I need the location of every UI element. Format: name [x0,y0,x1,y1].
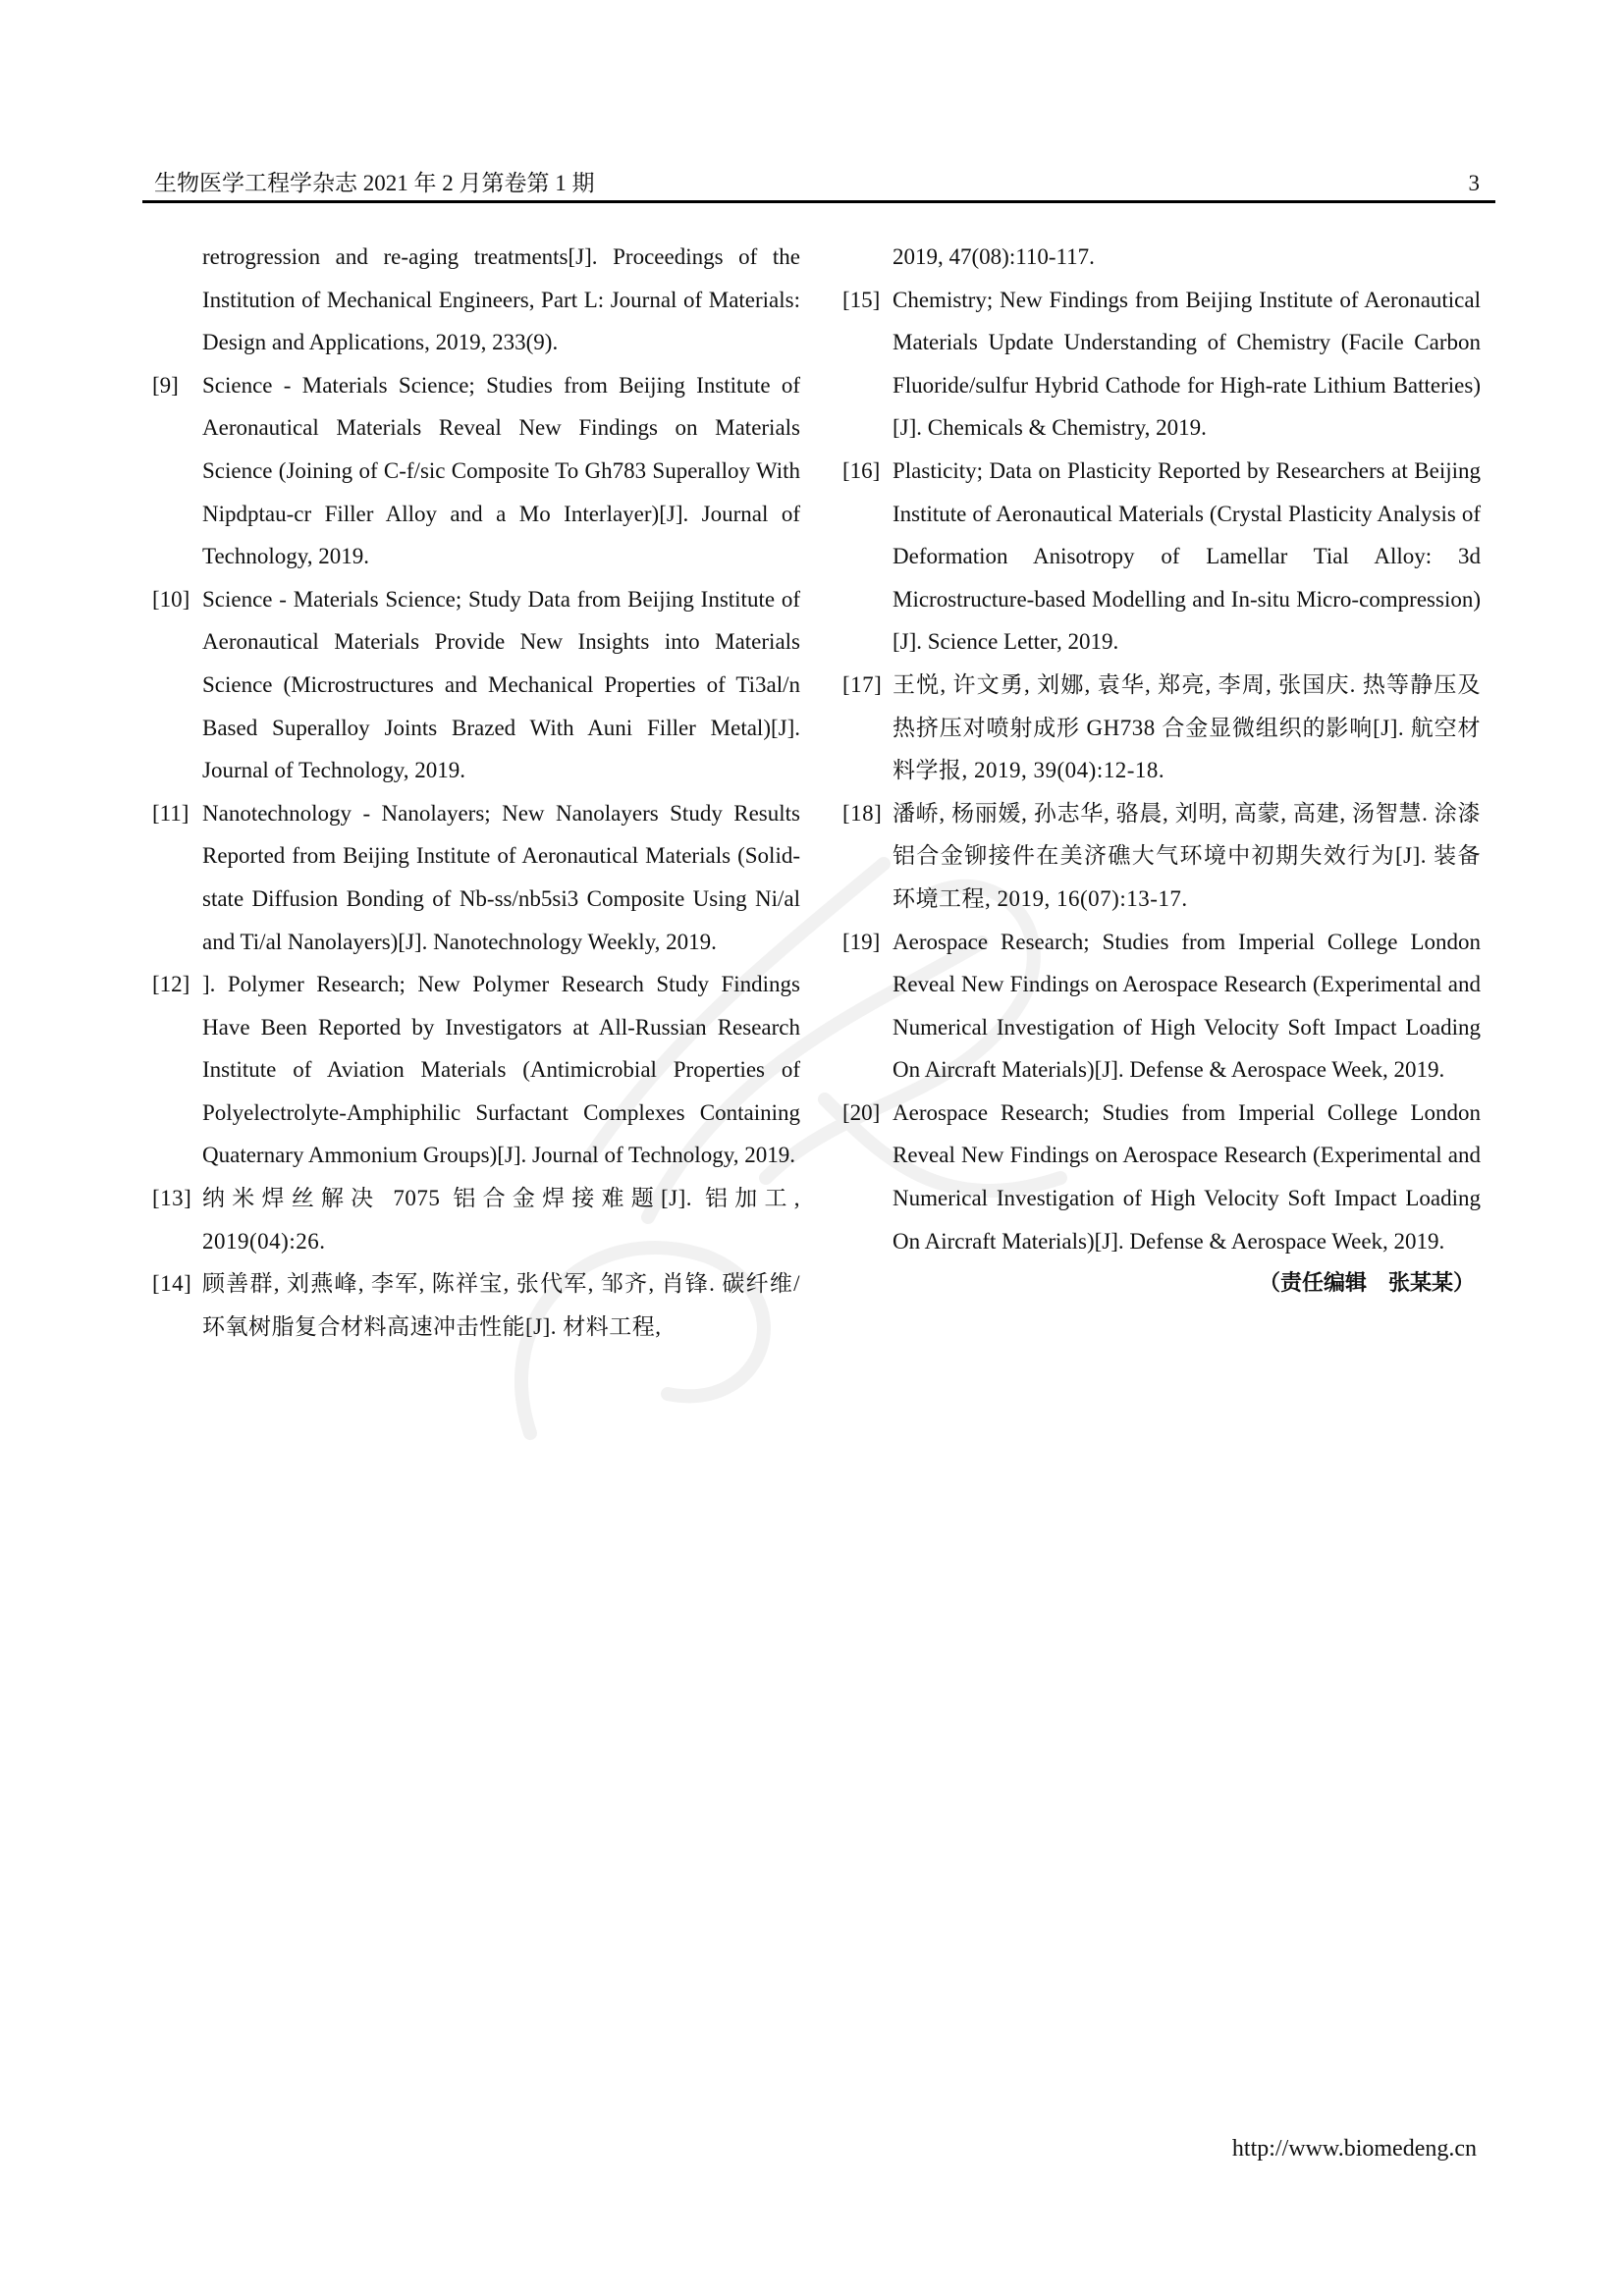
reference-item [152,364,800,578]
reference-text: Science - Materials Science; Studies from Beijing Institute of Aeronautical Materials Reveal New Findings on Materials Science (Joining of C-f/sic Composite To Gh783 Superalloy With Nipdptau-cr Filler Alloy and a Mo Interlayer)[J]. Journal of Technology, 2019. [202,372,800,569]
reference-text: Plasticity; Data on Plasticity Reported by Researchers at Beijing Institute of Aeronautical Materials (Crystal Plasticity Analysis of Deformation Anisotropy of Lamellar Tial Alloy: 3d Microstructure-based Modelling and In-situ Micro-compression)[J]. Science Letter, 2019. [893,457,1481,655]
reference-text: 纳米焊丝解决 7075 铝合金焊接难题[J]. 铝加工, 2019(04):26. [202,1186,800,1254]
reference-item [842,1092,1481,1262]
reference-number: [19] [842,929,881,954]
page-number: 3 [1468,171,1480,195]
reference-text: Chemistry; New Findings from Beijing Institute of Aeronautical Materials Update Understanding of Chemistry (Facile Carbon Fluoride/sulfur Hybrid Cathode for High-rate Lithium Batteries)[J]. Chemicals & Chemistry, 2019. [893,287,1481,441]
reference-item [842,921,1481,1092]
journal-title: 生物医学工程学杂志 2021 年 2 月第卷第 1 期 [154,171,595,195]
reference-number: [9] [152,372,179,398]
reference-text: Nanotechnology - Nanolayers; New Nanolayers Study Results Reported from Beijing Institute of Aeronautical Materials (Solid-state Diffusion Bonding of Nb-ss/nb5si3 Composite Using Ni/al and Ti/al Nanolayers)[J]. Nanotechnology Weekly, 2019. [202,800,800,954]
reference-item [152,578,800,792]
right-column [842,236,1481,1306]
reference-number: [11] [152,800,189,826]
reference-number: [17] [842,671,883,697]
reference-number: [15] [842,287,881,312]
header-rule [142,200,1495,203]
reference-item [152,1177,800,1262]
reference-item [842,792,1481,921]
reference-text: 潘峤, 杨丽媛, 孙志华, 骆晨, 刘明, 高蒙, 高建, 汤智慧. 涂漆铝合金铆接件在美济礁大气环境中初期失效行为[J]. 装备环境工程, 2019, 16(07):13-17. [893,800,1481,911]
reference-continuation: 2019, 47(08):110-117. [893,244,1095,269]
reference-text: Aerospace Research; Studies from Imperial College London Reveal New Findings on Aerospace Research (Experimental and Numerical Investigation of High Velocity Soft Impact Loading On Aircraft Materials)[J]. Defense & Aerospace Week, 2019. [893,1099,1481,1254]
reference-text: 王悦, 许文勇, 刘娜, 袁华, 郑亮, 李周, 张国庆. 热等静压及热挤压对喷射成形 GH738 合金显微组织的影响[J]. 航空材料学报, 2019, 39(04):12-18. [893,671,1481,783]
reference-item [152,792,800,963]
reference-number: [10] [152,586,190,612]
reference-item [842,450,1481,664]
reference-text: Science - Materials Science; Study Data from Beijing Institute of Aeronautical Materials Provide New Insights into Materials Science (Microstructures and Mechanical Properties of Ti3al/n Based Superalloy Joints Brazed With Auni Filler Metal)[J]. Journal of Technology, 2019. [202,586,800,783]
reference-text: ]. Polymer Research; New Polymer Research Study Findings Have Been Reported by Investigators at All-Russian Research Institute of Aviation Materials (Antimicrobial Properties of Polyelectrolyte-Amphiphilic Surfactant Complexes Containing Quaternary Ammonium Groups)[J]. Journal of Technology, 2019. [202,972,800,1168]
reference-number: [13] [152,1186,192,1211]
running-header [142,169,1495,198]
reference-number: [20] [842,1099,881,1125]
reference-text: Aerospace Research; Studies from Imperial College London Reveal New Findings on Aerospace Research (Experimental and Numerical Investigation of High Velocity Soft Impact Loading On Aircraft Materials)[J]. Defense & Aerospace Week, 2019. [893,929,1481,1083]
reference-number: [18] [842,800,883,826]
footer-url[interactable]: http://www.biomedeng.cn [1231,2136,1477,2162]
reference-number: [12] [152,972,190,997]
reference-continuation: retrogression and re-aging treatments[J]. Proceedings of the Institution of Mechanical Engineers, Part L: Journal of Materials: Design and Applications, 2019, 233(9). [202,244,800,355]
reference-text: 顾善群, 刘燕峰, 李军, 陈祥宝, 张代军, 邹齐, 肖锋. 碳纤维/环氧树脂复合材料高速冲击性能[J]. 材料工程, [202,1271,800,1339]
reference-number: [16] [842,457,881,483]
editor-note: （责任编辑 张某某） [1258,1271,1475,1297]
left-column [152,236,800,1348]
reference-item [152,963,800,1177]
reference-item [842,279,1481,450]
reference-item [152,1262,800,1348]
reference-item [842,664,1481,792]
reference-number: [14] [152,1271,192,1297]
